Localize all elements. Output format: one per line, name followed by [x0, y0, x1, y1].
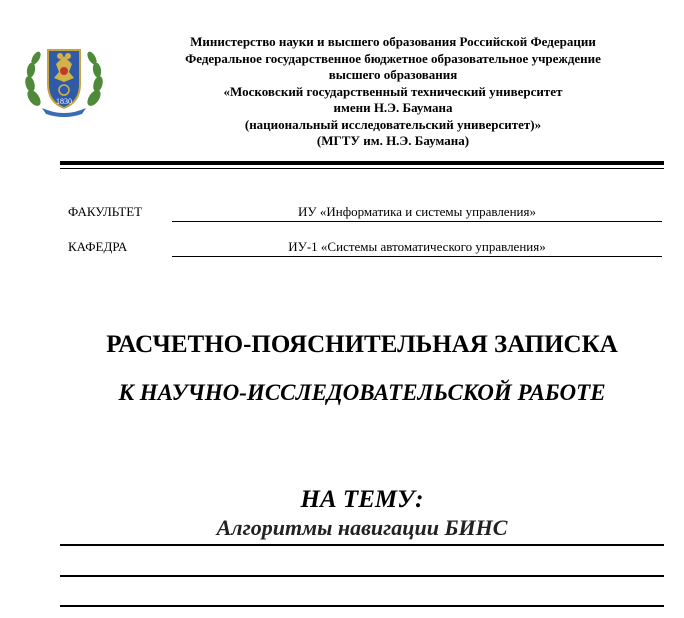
header-line-research-status: (национальный исследовательский университет)»: [244, 116, 542, 132]
topic-underline-1: [60, 544, 664, 546]
topic-heading: НА ТЕМУ:: [300, 486, 424, 513]
document-subtitle: К НАУЧНО-ИССЛЕДОВАТЕЛЬСКОЙ РАБОТЕ: [118, 380, 606, 405]
department-label: КАФЕДРА: [68, 239, 128, 254]
header-line-education-level: высшего образования: [328, 67, 458, 82]
bmstu-emblem-icon: [22, 38, 106, 118]
header-line-named-after: имени Н.Э. Баумана: [333, 100, 453, 115]
document-title: РАСЧЕТНО-ПОЯСНИТЕЛЬНАЯ ЗАПИСКА: [106, 331, 618, 358]
department-value: ИУ-1 «Системы автоматического управления»: [172, 239, 662, 257]
faculty-value: ИУ «Информатика и системы управления»: [172, 204, 662, 222]
organization-header: [118, 34, 668, 150]
header-divider-thin: [60, 168, 664, 169]
header-divider-thick: [60, 161, 664, 165]
header-line-ministry: Министерство науки и высшего образования Российской Федерации: [190, 34, 596, 49]
logo-year: 1830: [56, 97, 72, 106]
faculty-label: ФАКУЛЬТЕТ: [68, 204, 143, 219]
topic-underline-3: [60, 605, 664, 607]
header-line-university-name: «Московский государственный технический университет: [223, 83, 563, 99]
header-line-abbreviation: (МГТУ им. Н.Э. Баумана): [316, 133, 470, 148]
topic-underline-2: [60, 575, 664, 577]
header-line-institution-type: Федеральное государственное бюджетное образовательное учреждение: [185, 50, 601, 66]
topic-value: Алгоритмы навигации БИНС: [216, 515, 508, 540]
